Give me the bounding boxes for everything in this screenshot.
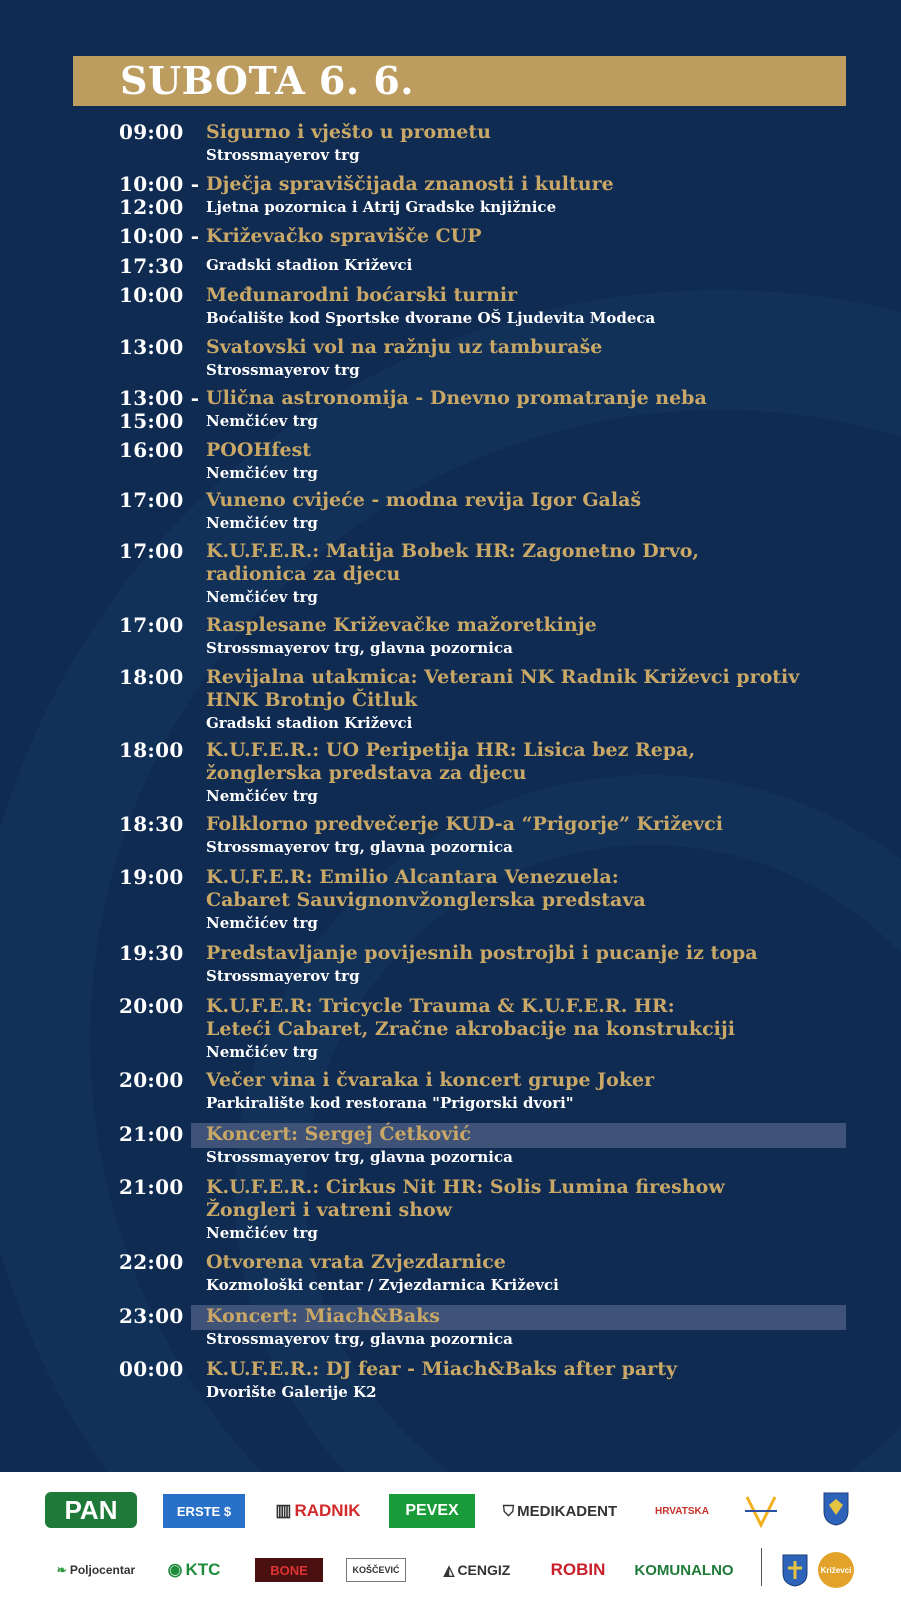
event-title: Sigurno i vješto u prometu [206, 121, 491, 143]
event-time: 10:00 - [119, 172, 200, 196]
event-title: Večer vina i čvaraka i koncert grupe Joker [206, 1069, 655, 1091]
event-location: Nemčićev trg [206, 1224, 318, 1242]
event-location: Strossmayerov trg [206, 146, 360, 164]
event-title: Svatovski vol na ražnju uz tamburaše [206, 336, 603, 358]
event-location: Parkiralište kod restorana "Prigorski dvori" [206, 1094, 574, 1112]
event-location: Kozmološki centar / Zvjezdarnica Križevci [206, 1276, 559, 1294]
event-time: 18:30 [119, 812, 184, 836]
event-location: Strossmayerov trg, glavna pozornica [206, 1330, 513, 1348]
event-time-end: 12:00 [119, 195, 184, 219]
event-time: 20:00 [119, 1068, 184, 1092]
logo-cengiz: ◭ CENGIZ [443, 1561, 511, 1578]
sponsor-divider [761, 1548, 762, 1586]
event-time-end: 15:00 [119, 409, 184, 433]
logo-krizevci-tourism: Križevci [818, 1552, 854, 1588]
county-shield-icon [822, 1491, 850, 1527]
poljocentar-leaf-icon: ❧ [56, 1563, 67, 1577]
event-title: Ulična astronomija - Dnevno promatranje neba [206, 387, 707, 409]
event-title-line2: Leteći Cabaret, Zračne akrobacije na konstrukciji [206, 1018, 735, 1040]
event-location: Nemčićev trg [206, 464, 318, 482]
event-location: Boćalište kod Sportske dvorane OŠ Ljudevita Modeca [206, 309, 656, 327]
logo-pan: PAN [45, 1492, 137, 1528]
event-time: 10:00 [119, 283, 184, 307]
logo-poljocentar: ❧ Poljocentar [56, 1563, 136, 1577]
event-title: Dječja spraviščijada znanosti i kulture [206, 173, 614, 195]
event-title: Koncert: Sergej Ćetković [206, 1123, 471, 1145]
logo-ktc: ◉ KTC [167, 1560, 221, 1579]
event-location: Strossmayerov trg, glavna pozornica [206, 1148, 513, 1166]
event-location: Nemčićev trg [206, 914, 318, 932]
event-title: Revijalna utakmica: Veterani NK Radnik Križevci protiv [206, 666, 800, 688]
event-title-line2: žonglerska predstava za djecu [206, 762, 527, 784]
event-time: 21:00 [119, 1122, 184, 1146]
logo-medikadent: ⛉ MEDIKADENT [502, 1502, 618, 1520]
cengiz-arrow-icon: ◭ [443, 1561, 455, 1578]
event-location: Ljetna pozornica i Atrij Gradske knjižnice [206, 198, 557, 216]
event-location: Nemčićev trg [206, 514, 318, 532]
event-location: Gradski stadion Križevci [206, 714, 413, 732]
event-title: Vuneno cvijeće - modna revija Igor Galaš [206, 489, 642, 511]
event-title: K.U.F.E.R.: Matija Bobek HR: Zagonetno Drvo, [206, 540, 700, 562]
event-time: 19:00 [119, 865, 184, 889]
day-header [73, 56, 846, 106]
event-location: Nemčićev trg [206, 588, 318, 606]
event-title: K.U.F.E.R.: Cirkus Nit HR: Solis Lumina fireshow [206, 1176, 725, 1198]
event-title-line2: Cabaret Sauvignonvžonglerska predstava [206, 889, 646, 911]
event-title: K.U.F.E.R.: UO Peripetija HR: Lisica bez Repa, [206, 739, 696, 761]
event-location: Strossmayerov trg, glavna pozornica [206, 639, 513, 657]
event-time: 13:00 [119, 335, 184, 359]
event-time: 10:00 - [119, 224, 200, 248]
erste-s-icon: $ [223, 1503, 232, 1519]
event-time: 17:00 [119, 539, 184, 563]
event-title: K.U.F.E.R: Tricycle Trauma & K.U.F.E.R. HR: [206, 995, 675, 1017]
tooth-icon: ⛉ [502, 1502, 515, 1520]
event-time: 09:00 [119, 120, 184, 144]
event-time: 17:00 [119, 488, 184, 512]
event-time: 21:00 [119, 1175, 184, 1199]
event-title: Predstavljanje povijesnih postrojbi i pucanje iz topa [206, 942, 758, 964]
logo-city-crest [780, 1552, 810, 1588]
logo-radnik: ▥ RADNIK [275, 1501, 361, 1520]
event-time: 19:30 [119, 941, 184, 965]
event-time: 20:00 [119, 994, 184, 1018]
event-location: Nemčićev trg [206, 412, 318, 430]
event-time: 17:00 [119, 613, 184, 637]
event-time: 18:00 [119, 738, 184, 762]
logo-agency-emblem [738, 1492, 784, 1530]
logo-koscevic: KOŠČEVIĆ [346, 1558, 406, 1582]
event-time: 16:00 [119, 438, 184, 462]
logo-pevex: PEVEX [389, 1494, 475, 1528]
logo-county-crest [821, 1490, 851, 1528]
event-title: Otvorena vrata Zvjezdarnice [206, 1251, 506, 1273]
event-title: POOHfest [206, 439, 312, 461]
event-title: K.U.F.E.R: Emilio Alcantara Venezuela: [206, 866, 619, 888]
event-location: Dvorište Galerije K2 [206, 1383, 377, 1401]
event-location: Nemčićev trg [206, 1043, 318, 1061]
logo-erste: ERSTE $ [163, 1494, 245, 1528]
event-title: Rasplesane Križevačke mažoretkinje [206, 614, 597, 636]
event-time: 00:00 [119, 1357, 184, 1381]
event-title: Koncert: Miach&Baks [206, 1305, 440, 1327]
city-shield-icon [781, 1553, 809, 1587]
logo-bone: BONE [255, 1558, 323, 1582]
event-title-line2: radionica za djecu [206, 563, 401, 585]
event-location: Strossmayerov trg [206, 361, 360, 379]
page-title: SUBOTA 6. 6. [120, 58, 414, 103]
event-location: Strossmayerov trg [206, 967, 360, 985]
radnik-building-icon: ▥ [275, 1501, 292, 1520]
event-title: Križevačko spravišče CUP [206, 225, 482, 247]
event-time: 22:00 [119, 1250, 184, 1274]
sponsor-strip [0, 1472, 901, 1601]
event-title: Međunarodni boćarski turnir [206, 284, 518, 306]
logo-komunalno: KOMUNALNO [634, 1561, 734, 1579]
logo-robin: ROBIN [550, 1560, 606, 1579]
event-title: Folklorno predvečerje KUD-a “Prigorje” Križevci [206, 813, 723, 835]
event-time: 17:30 [119, 254, 184, 278]
event-title: K.U.F.E.R.: DJ fear - Miach&Baks after party [206, 1358, 678, 1380]
event-location: Gradski stadion Križevci [206, 256, 413, 274]
ktc-circle-icon: ◉ [167, 1560, 183, 1579]
event-time: 13:00 - [119, 386, 200, 410]
logo-hrvatska: HRVATSKA [655, 1505, 709, 1517]
event-title-line2: Žongleri i vatreni show [206, 1199, 453, 1221]
event-location: Strossmayerov trg, glavna pozornica [206, 838, 513, 856]
event-time: 23:00 [119, 1304, 184, 1328]
event-location: Nemčićev trg [206, 787, 318, 805]
event-title-line2: HNK Brotnjo Čitluk [206, 689, 418, 711]
event-time: 18:00 [119, 665, 184, 689]
star-emblem-icon [741, 1493, 781, 1529]
